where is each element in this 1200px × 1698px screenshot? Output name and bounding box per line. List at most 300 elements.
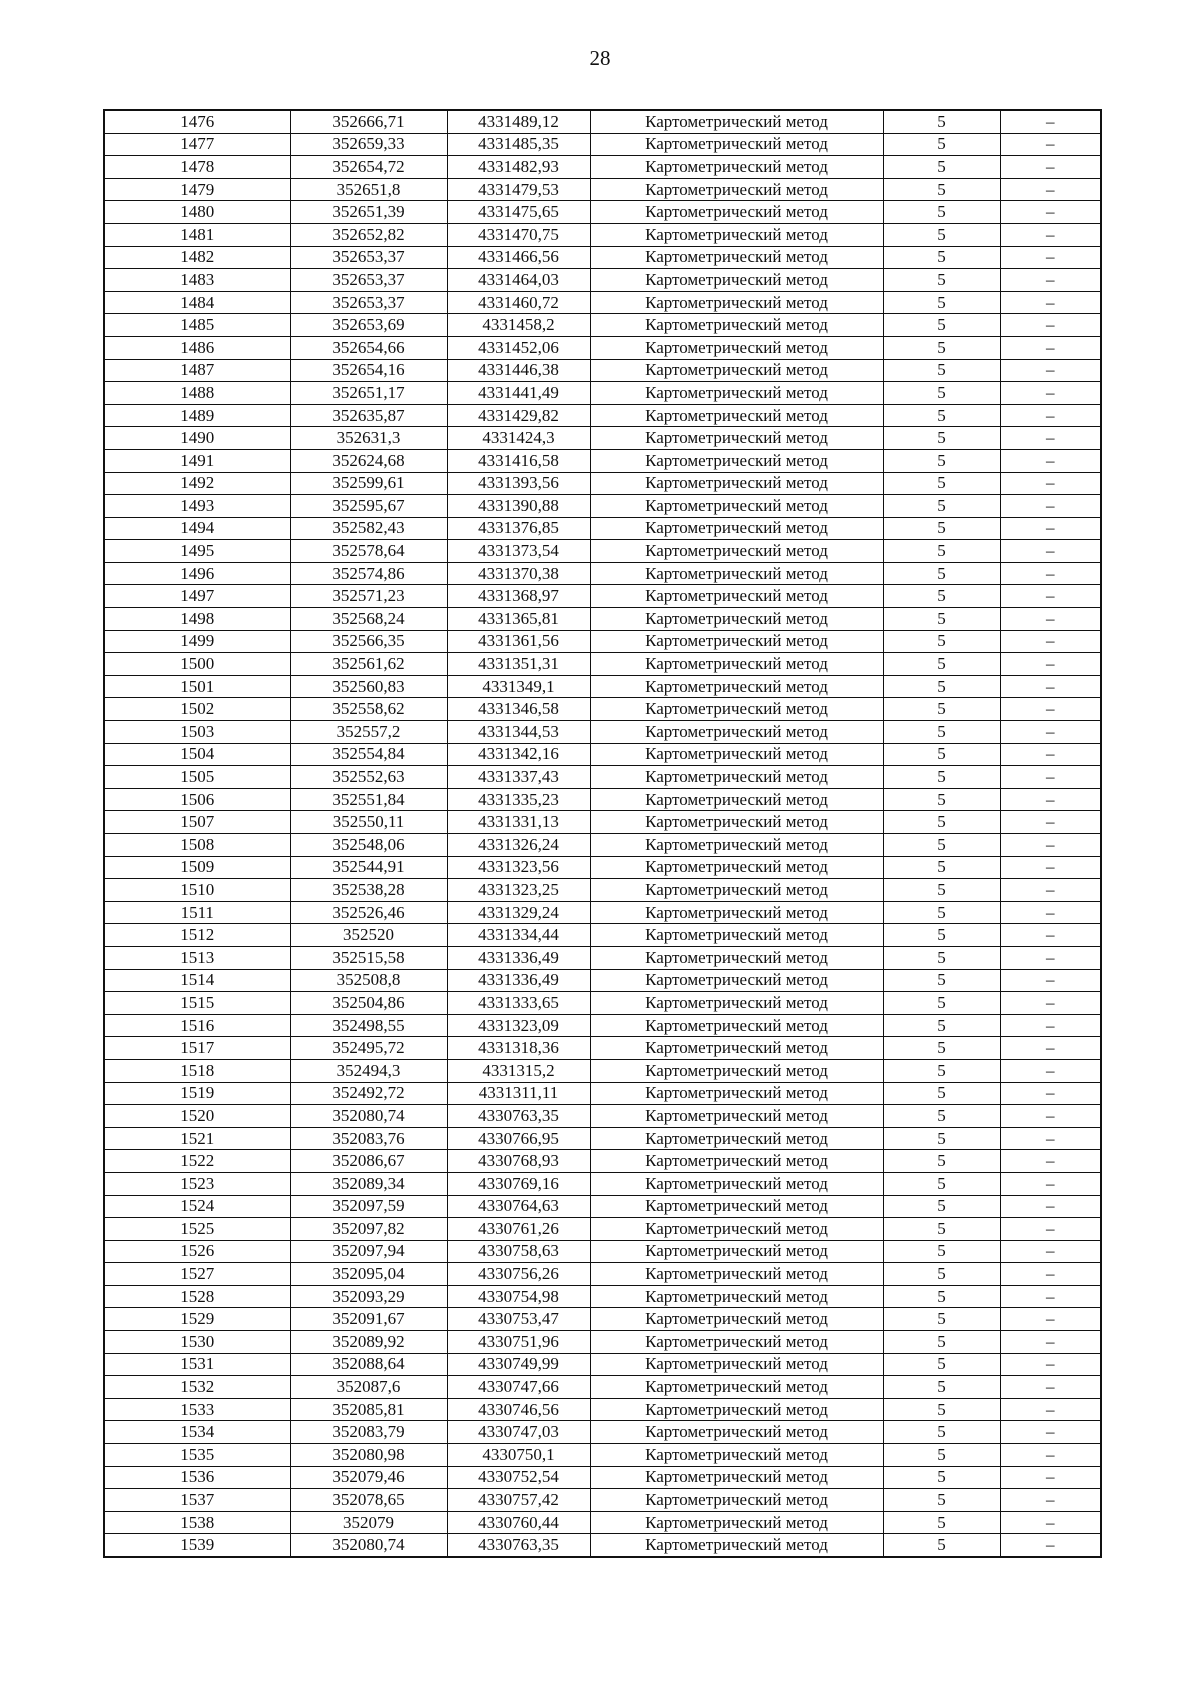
y-coordinate-cell: 4331334,44 [447, 924, 590, 947]
method-cell: Картометрический метод [590, 992, 883, 1015]
y-coordinate-cell: 4331344,53 [447, 721, 590, 744]
method-cell: Картометрический метод [590, 1444, 883, 1467]
point-number-cell: 1478 [104, 156, 290, 179]
description-cell: – [1000, 1398, 1101, 1421]
x-coordinate-cell: 352653,37 [290, 246, 447, 269]
point-number-cell: 1539 [104, 1534, 290, 1557]
method-cell: Картометрический метод [590, 1172, 883, 1195]
point-number-cell: 1504 [104, 743, 290, 766]
x-coordinate-cell: 352557,2 [290, 721, 447, 744]
accuracy-cell: 5 [883, 608, 1000, 631]
method-cell: Картометрический метод [590, 901, 883, 924]
table-row [104, 110, 1101, 133]
y-coordinate-cell: 4331337,43 [447, 766, 590, 789]
description-cell: – [1000, 1376, 1101, 1399]
y-coordinate-cell: 4331489,12 [447, 110, 590, 133]
y-coordinate-cell: 4331460,72 [447, 291, 590, 314]
table-row [104, 156, 1101, 179]
point-number-cell: 1530 [104, 1331, 290, 1354]
table-row [104, 675, 1101, 698]
y-coordinate-cell: 4330760,44 [447, 1511, 590, 1534]
x-coordinate-cell: 352080,74 [290, 1534, 447, 1557]
point-number-cell: 1516 [104, 1014, 290, 1037]
accuracy-cell: 5 [883, 1421, 1000, 1444]
y-coordinate-cell: 4331326,24 [447, 834, 590, 857]
method-cell: Картометрический метод [590, 562, 883, 585]
table-row [104, 743, 1101, 766]
description-cell: – [1000, 291, 1101, 314]
y-coordinate-cell: 4331368,97 [447, 585, 590, 608]
x-coordinate-cell: 352551,84 [290, 788, 447, 811]
table-row [104, 1240, 1101, 1263]
y-coordinate-cell: 4331373,54 [447, 540, 590, 563]
description-cell: – [1000, 1150, 1101, 1173]
description-cell: – [1000, 585, 1101, 608]
accuracy-cell: 5 [883, 1218, 1000, 1241]
x-coordinate-cell: 352089,92 [290, 1331, 447, 1354]
description-cell: – [1000, 269, 1101, 292]
table-row [104, 585, 1101, 608]
x-coordinate-cell: 352554,84 [290, 743, 447, 766]
description-cell: – [1000, 223, 1101, 246]
x-coordinate-cell: 352654,72 [290, 156, 447, 179]
x-coordinate-cell: 352653,69 [290, 314, 447, 337]
point-number-cell: 1480 [104, 201, 290, 224]
y-coordinate-cell: 4330751,96 [447, 1331, 590, 1354]
table-row [104, 1353, 1101, 1376]
method-cell: Картометрический метод [590, 1489, 883, 1512]
accuracy-cell: 5 [883, 359, 1000, 382]
page-number: 28 [589, 46, 611, 70]
table-row [104, 1511, 1101, 1534]
y-coordinate-cell: 4330747,03 [447, 1421, 590, 1444]
description-cell: – [1000, 969, 1101, 992]
point-number-cell: 1479 [104, 178, 290, 201]
point-number-cell: 1485 [104, 314, 290, 337]
description-cell: – [1000, 1195, 1101, 1218]
point-number-cell: 1513 [104, 946, 290, 969]
method-cell: Картометрический метод [590, 630, 883, 653]
table-row [104, 472, 1101, 495]
y-coordinate-cell: 4330756,26 [447, 1263, 590, 1286]
table-row [104, 1059, 1101, 1082]
table-row [104, 314, 1101, 337]
accuracy-cell: 5 [883, 1285, 1000, 1308]
table-row [104, 562, 1101, 585]
point-number-cell: 1538 [104, 1511, 290, 1534]
y-coordinate-cell: 4330747,66 [447, 1376, 590, 1399]
accuracy-cell: 5 [883, 562, 1000, 585]
description-cell: – [1000, 1331, 1101, 1354]
x-coordinate-cell: 352651,8 [290, 178, 447, 201]
accuracy-cell: 5 [883, 336, 1000, 359]
table-row [104, 449, 1101, 472]
y-coordinate-cell: 4331482,93 [447, 156, 590, 179]
accuracy-cell: 5 [883, 811, 1000, 834]
y-coordinate-cell: 4331458,2 [447, 314, 590, 337]
x-coordinate-cell: 352558,62 [290, 698, 447, 721]
method-cell: Картометрический метод [590, 246, 883, 269]
description-cell: – [1000, 766, 1101, 789]
method-cell: Картометрический метод [590, 1105, 883, 1128]
x-coordinate-cell: 352652,82 [290, 223, 447, 246]
y-coordinate-cell: 4331335,23 [447, 788, 590, 811]
table-row [104, 901, 1101, 924]
y-coordinate-cell: 4330752,54 [447, 1466, 590, 1489]
accuracy-cell: 5 [883, 1331, 1000, 1354]
accuracy-cell: 5 [883, 1376, 1000, 1399]
accuracy-cell: 5 [883, 540, 1000, 563]
description-cell: – [1000, 946, 1101, 969]
accuracy-cell: 5 [883, 1308, 1000, 1331]
y-coordinate-cell: 4331346,58 [447, 698, 590, 721]
point-number-cell: 1532 [104, 1376, 290, 1399]
accuracy-cell: 5 [883, 427, 1000, 450]
description-cell: – [1000, 1014, 1101, 1037]
description-cell: – [1000, 992, 1101, 1015]
description-cell: – [1000, 1534, 1101, 1557]
method-cell: Картометрический метод [590, 675, 883, 698]
accuracy-cell: 5 [883, 201, 1000, 224]
method-cell: Картометрический метод [590, 1195, 883, 1218]
table-row [104, 630, 1101, 653]
accuracy-cell: 5 [883, 495, 1000, 518]
method-cell: Картометрический метод [590, 1218, 883, 1241]
coordinates-table-body [104, 110, 1101, 1557]
x-coordinate-cell: 352097,94 [290, 1240, 447, 1263]
description-cell: – [1000, 1172, 1101, 1195]
point-number-cell: 1521 [104, 1127, 290, 1150]
y-coordinate-cell: 4331370,38 [447, 562, 590, 585]
point-number-cell: 1515 [104, 992, 290, 1015]
method-cell: Картометрический метод [590, 178, 883, 201]
description-cell: – [1000, 1218, 1101, 1241]
point-number-cell: 1522 [104, 1150, 290, 1173]
description-cell: – [1000, 178, 1101, 201]
x-coordinate-cell: 352494,3 [290, 1059, 447, 1082]
table-row [104, 834, 1101, 857]
table-row [104, 517, 1101, 540]
x-coordinate-cell: 352568,24 [290, 608, 447, 631]
table-row [104, 924, 1101, 947]
point-number-cell: 1499 [104, 630, 290, 653]
description-cell: – [1000, 314, 1101, 337]
y-coordinate-cell: 4331365,81 [447, 608, 590, 631]
point-number-cell: 1517 [104, 1037, 290, 1060]
method-cell: Картометрический метод [590, 517, 883, 540]
table-row [104, 1082, 1101, 1105]
point-number-cell: 1531 [104, 1353, 290, 1376]
x-coordinate-cell: 352083,76 [290, 1127, 447, 1150]
accuracy-cell: 5 [883, 879, 1000, 902]
point-number-cell: 1534 [104, 1421, 290, 1444]
point-number-cell: 1510 [104, 879, 290, 902]
x-coordinate-cell: 352582,43 [290, 517, 447, 540]
x-coordinate-cell: 352666,71 [290, 110, 447, 133]
x-coordinate-cell: 352079 [290, 1511, 447, 1534]
accuracy-cell: 5 [883, 1263, 1000, 1286]
point-number-cell: 1476 [104, 110, 290, 133]
y-coordinate-cell: 4331318,36 [447, 1037, 590, 1060]
description-cell: – [1000, 924, 1101, 947]
y-coordinate-cell: 4330763,35 [447, 1105, 590, 1128]
description-cell: – [1000, 517, 1101, 540]
point-number-cell: 1523 [104, 1172, 290, 1195]
y-coordinate-cell: 4331390,88 [447, 495, 590, 518]
method-cell: Картометрический метод [590, 1037, 883, 1060]
table-row [104, 223, 1101, 246]
accuracy-cell: 5 [883, 133, 1000, 156]
method-cell: Картометрический метод [590, 314, 883, 337]
description-cell: – [1000, 1285, 1101, 1308]
accuracy-cell: 5 [883, 156, 1000, 179]
table-row [104, 201, 1101, 224]
x-coordinate-cell: 352651,17 [290, 382, 447, 405]
table-row [104, 1150, 1101, 1173]
y-coordinate-cell: 4331416,58 [447, 449, 590, 472]
y-coordinate-cell: 4331329,24 [447, 901, 590, 924]
accuracy-cell: 5 [883, 1059, 1000, 1082]
accuracy-cell: 5 [883, 178, 1000, 201]
method-cell: Картометрический метод [590, 1240, 883, 1263]
table-row [104, 1195, 1101, 1218]
description-cell: – [1000, 246, 1101, 269]
accuracy-cell: 5 [883, 1444, 1000, 1467]
x-coordinate-cell: 352515,58 [290, 946, 447, 969]
y-coordinate-cell: 4330758,63 [447, 1240, 590, 1263]
accuracy-cell: 5 [883, 788, 1000, 811]
method-cell: Картометрический метод [590, 404, 883, 427]
table-row [104, 359, 1101, 382]
point-number-cell: 1491 [104, 449, 290, 472]
point-number-cell: 1533 [104, 1398, 290, 1421]
x-coordinate-cell: 352093,29 [290, 1285, 447, 1308]
accuracy-cell: 5 [883, 1240, 1000, 1263]
point-number-cell: 1514 [104, 969, 290, 992]
y-coordinate-cell: 4331315,2 [447, 1059, 590, 1082]
point-number-cell: 1500 [104, 653, 290, 676]
accuracy-cell: 5 [883, 223, 1000, 246]
table-row [104, 856, 1101, 879]
point-number-cell: 1526 [104, 1240, 290, 1263]
description-cell: – [1000, 359, 1101, 382]
description-cell: – [1000, 653, 1101, 676]
table-row [104, 766, 1101, 789]
table-row [104, 698, 1101, 721]
method-cell: Картометрический метод [590, 495, 883, 518]
description-cell: – [1000, 788, 1101, 811]
method-cell: Картометрический метод [590, 201, 883, 224]
point-number-cell: 1512 [104, 924, 290, 947]
table-row [104, 969, 1101, 992]
point-number-cell: 1524 [104, 1195, 290, 1218]
accuracy-cell: 5 [883, 1014, 1000, 1037]
description-cell: – [1000, 1263, 1101, 1286]
x-coordinate-cell: 352080,74 [290, 1105, 447, 1128]
y-coordinate-cell: 4331441,49 [447, 382, 590, 405]
description-cell: – [1000, 1489, 1101, 1512]
accuracy-cell: 5 [883, 1105, 1000, 1128]
point-number-cell: 1488 [104, 382, 290, 405]
point-number-cell: 1525 [104, 1218, 290, 1241]
method-cell: Картометрический метод [590, 743, 883, 766]
description-cell: – [1000, 201, 1101, 224]
x-coordinate-cell: 352635,87 [290, 404, 447, 427]
x-coordinate-cell: 352083,79 [290, 1421, 447, 1444]
accuracy-cell: 5 [883, 1489, 1000, 1512]
method-cell: Картометрический метод [590, 969, 883, 992]
accuracy-cell: 5 [883, 834, 1000, 857]
method-cell: Картометрический метод [590, 834, 883, 857]
x-coordinate-cell: 352560,83 [290, 675, 447, 698]
y-coordinate-cell: 4331351,31 [447, 653, 590, 676]
x-coordinate-cell: 352097,82 [290, 1218, 447, 1241]
x-coordinate-cell: 352086,67 [290, 1150, 447, 1173]
table-row [104, 495, 1101, 518]
method-cell: Картометрический метод [590, 608, 883, 631]
point-number-cell: 1482 [104, 246, 290, 269]
method-cell: Картометрический метод [590, 585, 883, 608]
method-cell: Картометрический метод [590, 653, 883, 676]
point-number-cell: 1527 [104, 1263, 290, 1286]
x-coordinate-cell: 352085,81 [290, 1398, 447, 1421]
method-cell: Картометрический метод [590, 766, 883, 789]
method-cell: Картометрический метод [590, 1534, 883, 1557]
description-cell: – [1000, 1511, 1101, 1534]
x-coordinate-cell: 352087,6 [290, 1376, 447, 1399]
description-cell: – [1000, 382, 1101, 405]
accuracy-cell: 5 [883, 1466, 1000, 1489]
y-coordinate-cell: 4330753,47 [447, 1308, 590, 1331]
description-cell: – [1000, 1444, 1101, 1467]
x-coordinate-cell: 352492,72 [290, 1082, 447, 1105]
point-number-cell: 1494 [104, 517, 290, 540]
method-cell: Картометрический метод [590, 1263, 883, 1286]
table-row [104, 1421, 1101, 1444]
accuracy-cell: 5 [883, 1127, 1000, 1150]
method-cell: Картометрический метод [590, 382, 883, 405]
point-number-cell: 1535 [104, 1444, 290, 1467]
point-number-cell: 1490 [104, 427, 290, 450]
table-row [104, 382, 1101, 405]
x-coordinate-cell: 352088,64 [290, 1353, 447, 1376]
description-cell: – [1000, 675, 1101, 698]
x-coordinate-cell: 352080,98 [290, 1444, 447, 1467]
table-row [104, 1105, 1101, 1128]
x-coordinate-cell: 352653,37 [290, 291, 447, 314]
x-coordinate-cell: 352654,16 [290, 359, 447, 382]
method-cell: Картометрический метод [590, 336, 883, 359]
x-coordinate-cell: 352654,66 [290, 336, 447, 359]
method-cell: Картометрический метод [590, 1511, 883, 1534]
table-row [104, 1489, 1101, 1512]
table-row [104, 133, 1101, 156]
x-coordinate-cell: 352498,55 [290, 1014, 447, 1037]
table-row [104, 992, 1101, 1015]
x-coordinate-cell: 352548,06 [290, 834, 447, 857]
x-coordinate-cell: 352538,28 [290, 879, 447, 902]
y-coordinate-cell: 4331446,38 [447, 359, 590, 382]
accuracy-cell: 5 [883, 382, 1000, 405]
table-row [104, 1127, 1101, 1150]
method-cell: Картометрический метод [590, 133, 883, 156]
x-coordinate-cell: 352495,72 [290, 1037, 447, 1060]
x-coordinate-cell: 352595,67 [290, 495, 447, 518]
description-cell: – [1000, 608, 1101, 631]
x-coordinate-cell: 352508,8 [290, 969, 447, 992]
x-coordinate-cell: 352526,46 [290, 901, 447, 924]
description-cell: – [1000, 1105, 1101, 1128]
x-coordinate-cell: 352520 [290, 924, 447, 947]
description-cell: – [1000, 698, 1101, 721]
point-number-cell: 1498 [104, 608, 290, 631]
method-cell: Картометрический метод [590, 540, 883, 563]
method-cell: Картометрический метод [590, 359, 883, 382]
coordinates-table [103, 109, 1102, 1558]
y-coordinate-cell: 4331376,85 [447, 517, 590, 540]
x-coordinate-cell: 352550,11 [290, 811, 447, 834]
y-coordinate-cell: 4331323,09 [447, 1014, 590, 1037]
method-cell: Картометрический метод [590, 721, 883, 744]
table-row [104, 879, 1101, 902]
x-coordinate-cell: 352659,33 [290, 133, 447, 156]
description-cell: – [1000, 427, 1101, 450]
description-cell: – [1000, 1240, 1101, 1263]
y-coordinate-cell: 4331393,56 [447, 472, 590, 495]
x-coordinate-cell: 352566,35 [290, 630, 447, 653]
y-coordinate-cell: 4331424,3 [447, 427, 590, 450]
y-coordinate-cell: 4331475,65 [447, 201, 590, 224]
accuracy-cell: 5 [883, 653, 1000, 676]
method-cell: Картометрический метод [590, 879, 883, 902]
description-cell: – [1000, 156, 1101, 179]
method-cell: Картометрический метод [590, 788, 883, 811]
table-row [104, 178, 1101, 201]
point-number-cell: 1496 [104, 562, 290, 585]
description-cell: – [1000, 1353, 1101, 1376]
accuracy-cell: 5 [883, 1353, 1000, 1376]
y-coordinate-cell: 4331361,56 [447, 630, 590, 653]
method-cell: Картометрический метод [590, 1059, 883, 1082]
method-cell: Картометрический метод [590, 1353, 883, 1376]
x-coordinate-cell: 352651,39 [290, 201, 447, 224]
y-coordinate-cell: 4330754,98 [447, 1285, 590, 1308]
description-cell: – [1000, 1421, 1101, 1444]
table-row [104, 246, 1101, 269]
x-coordinate-cell: 352631,3 [290, 427, 447, 450]
description-cell: – [1000, 1127, 1101, 1150]
table-row [104, 788, 1101, 811]
method-cell: Картометрический метод [590, 156, 883, 179]
accuracy-cell: 5 [883, 1534, 1000, 1557]
y-coordinate-cell: 4331464,03 [447, 269, 590, 292]
point-number-cell: 1536 [104, 1466, 290, 1489]
y-coordinate-cell: 4331333,65 [447, 992, 590, 1015]
description-cell: – [1000, 1466, 1101, 1489]
y-coordinate-cell: 4330746,56 [447, 1398, 590, 1421]
accuracy-cell: 5 [883, 472, 1000, 495]
accuracy-cell: 5 [883, 517, 1000, 540]
table-row [104, 1218, 1101, 1241]
method-cell: Картометрический метод [590, 1308, 883, 1331]
table-row [104, 1376, 1101, 1399]
y-coordinate-cell: 4330766,95 [447, 1127, 590, 1150]
y-coordinate-cell: 4331323,25 [447, 879, 590, 902]
description-cell: – [1000, 901, 1101, 924]
method-cell: Картометрический метод [590, 1398, 883, 1421]
description-cell: – [1000, 133, 1101, 156]
table-row [104, 1466, 1101, 1489]
